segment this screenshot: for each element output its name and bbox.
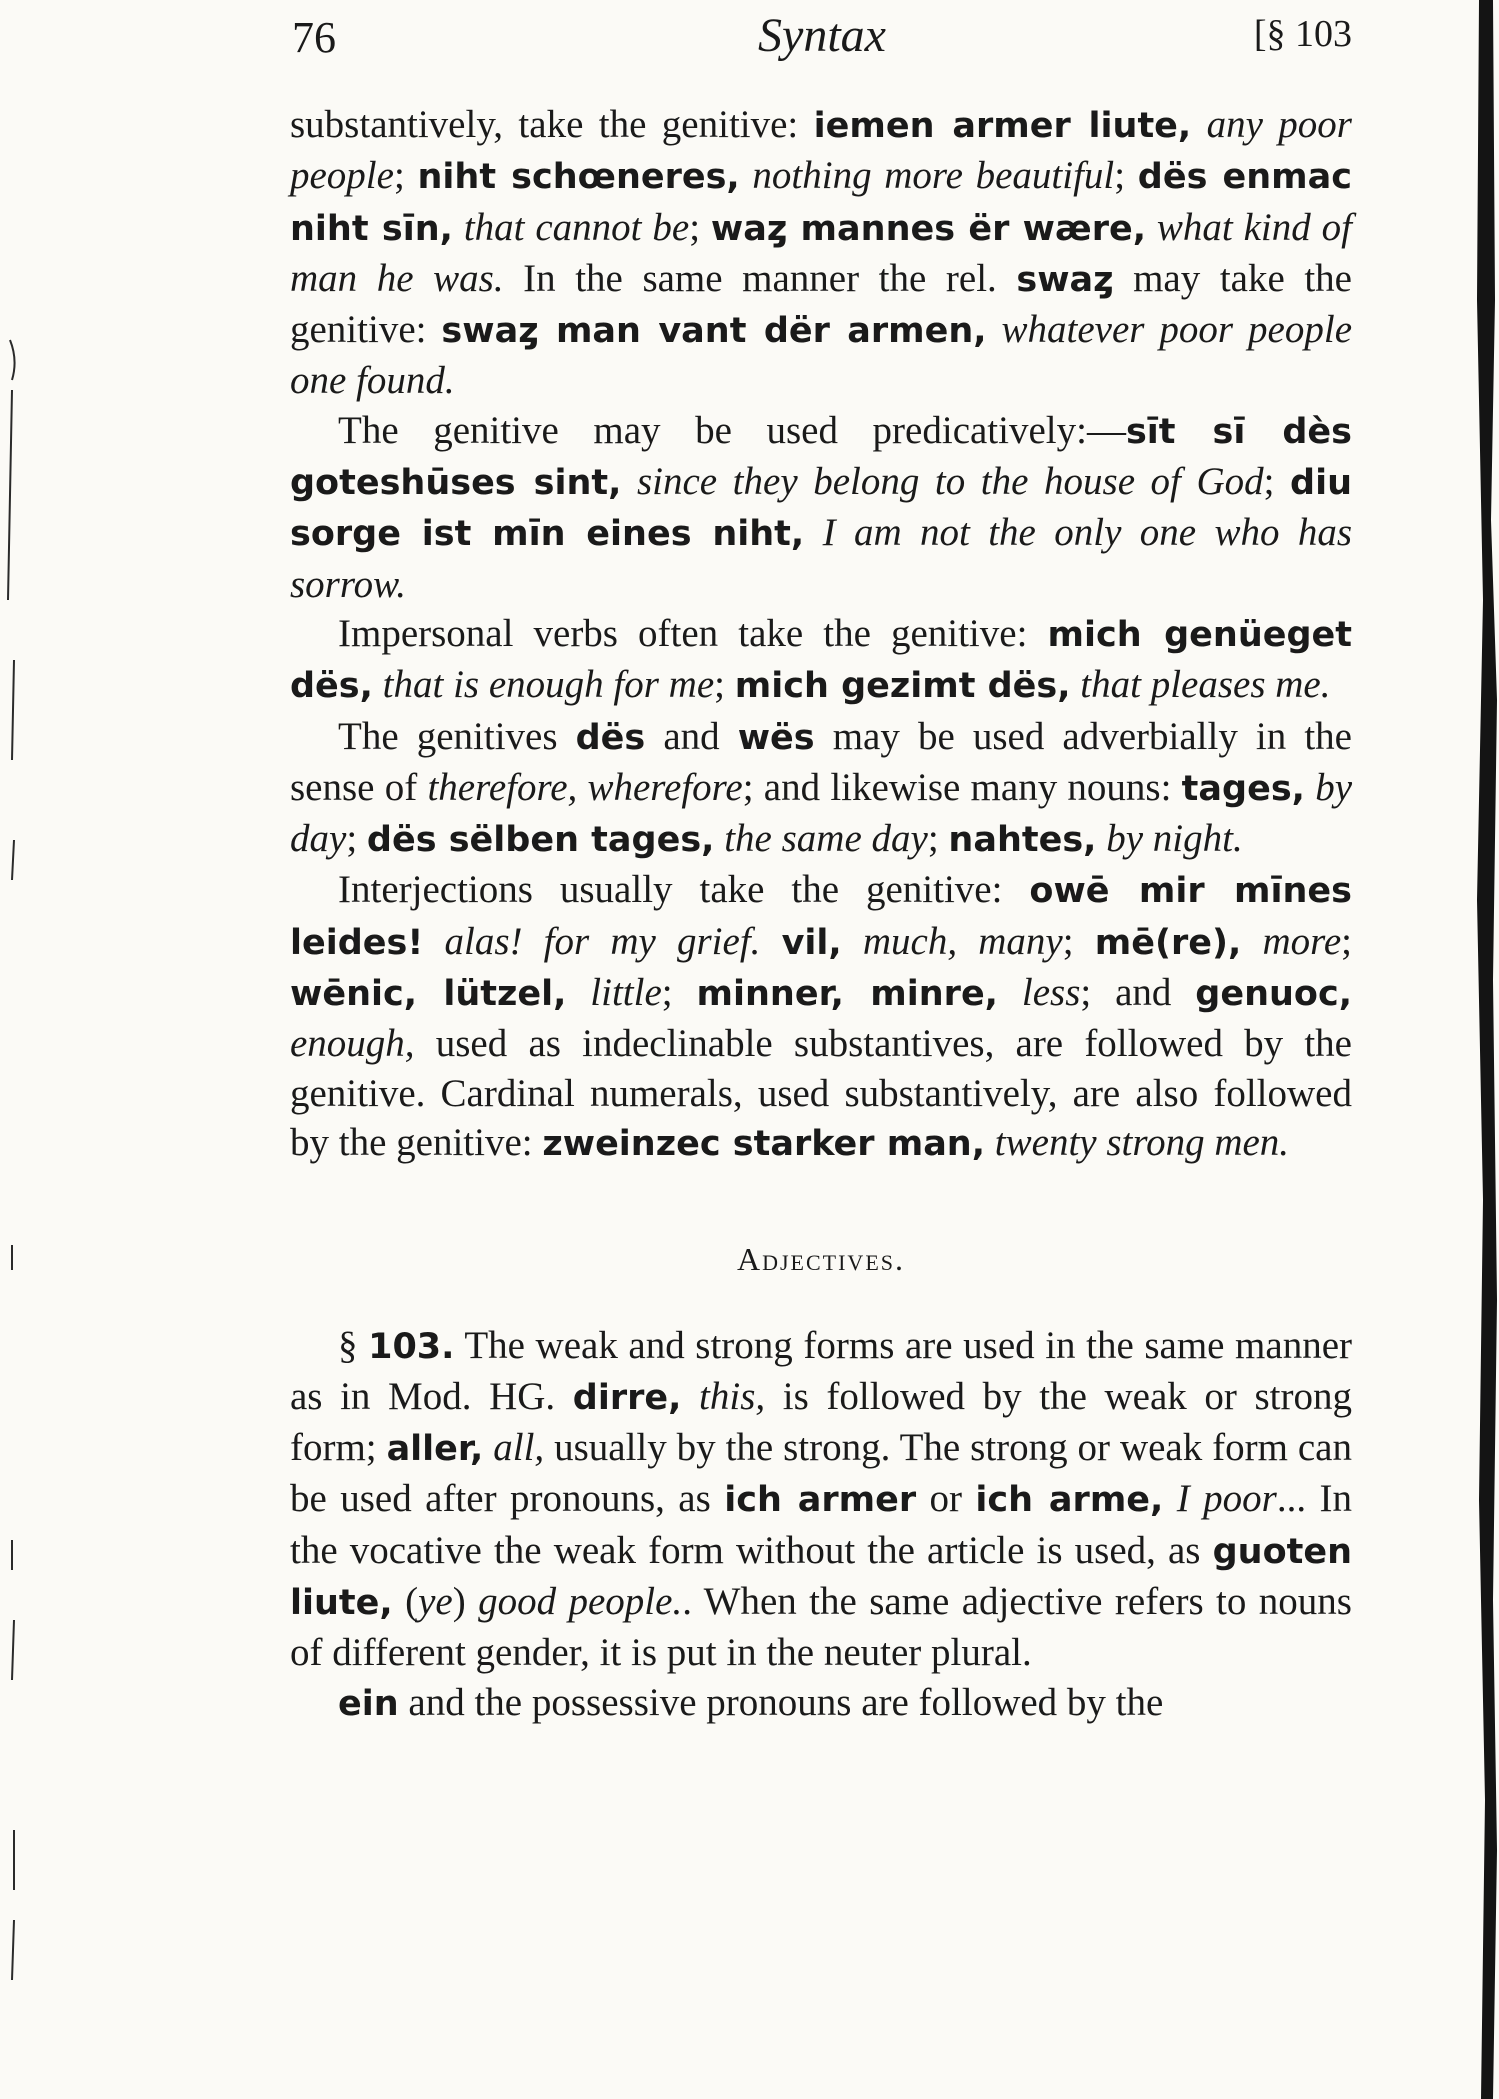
mhg-term: tages, (1181, 768, 1305, 809)
text-run: may be used adverbially in the sense of (290, 714, 1352, 809)
translation: that cannot be (463, 205, 690, 249)
adjectives-paragraphs (290, 1321, 1352, 1729)
text-run: ; (393, 154, 418, 198)
mhg-term: guoten liute, (290, 1531, 1352, 1624)
paragraph-p4 (290, 712, 1352, 866)
running-header (292, 9, 1352, 68)
text-run: ; (689, 205, 711, 249)
mhg-term: aller, (386, 1429, 484, 1470)
running-title: Syntax (758, 9, 886, 62)
text-run: Interjections usually take the genitive: (338, 868, 1030, 912)
translation: twenty strong men. (994, 1120, 1290, 1164)
text-run: ; (1062, 919, 1095, 963)
text-run (985, 1121, 995, 1164)
text-run (987, 308, 1002, 351)
mhg-term: waȥ mannes ër wære, (710, 208, 1146, 249)
text-run: The weak and strong forms are used in the same manner as in Mod. HG. (290, 1323, 1353, 1418)
text-run (804, 511, 822, 554)
translation: therefore, wherefore (427, 765, 743, 809)
text-run (1071, 663, 1081, 706)
translation: much, many (862, 919, 1063, 963)
text-run: ; and (1080, 971, 1196, 1015)
genitive-paragraphs (290, 100, 1352, 1169)
mhg-term: ich arme, (975, 1480, 1164, 1521)
text-run (373, 663, 383, 706)
mhg-term: vil, (781, 922, 842, 963)
text-run: ) (452, 1580, 479, 1624)
text-run (1241, 920, 1262, 963)
text-run: and the possessive pronouns are followed by the (398, 1680, 1164, 1724)
text-run: ; (1114, 154, 1138, 198)
text-run: ( (392, 1580, 419, 1624)
mhg-term: owē mir mīnes leides! (290, 871, 1352, 963)
mhg-term: genuoc, (1195, 974, 1353, 1015)
binding-gutter-marks (0, 0, 40, 2099)
mhg-term: dës (575, 717, 646, 758)
text-run (423, 920, 444, 963)
text-run (740, 154, 753, 197)
text-run: Impersonal verbs often take the genitive: (338, 611, 1048, 655)
text-run: . When the same adjective refers to nouns of different gender, it is put in the neuter plural. (290, 1580, 1352, 1675)
mhg-term: mich genüeget dës, (290, 614, 1352, 707)
mhg-term: dës enmac niht sīn, (290, 157, 1353, 249)
paragraph-p1 (290, 100, 1352, 406)
translation: ye (418, 1580, 453, 1624)
text-run: ; (714, 663, 735, 707)
translation: since they belong to the house of God (636, 460, 1264, 504)
translation: by day (290, 765, 1352, 861)
text-run: ; (661, 971, 697, 1015)
mhg-term: iemen armer liute, (813, 106, 1192, 146)
text-run: is followed by the weak or strong form; (290, 1374, 1352, 1470)
text-run (566, 971, 590, 1014)
paragraph-p2 (290, 406, 1352, 609)
text-run: ; and likewise many nouns: (742, 765, 1182, 809)
paragraph-p3 (290, 609, 1352, 712)
mhg-term: ich armer (724, 1480, 917, 1521)
text-run: The genitive may be used predicatively:— (338, 408, 1126, 452)
mhg-term: wës (737, 717, 815, 758)
translation: enough, (290, 1022, 415, 1066)
text-run: used as indeclinable substantives, are followed by the genitive. Cardinal numerals, used substantively, are also followed by the genitive: (290, 1022, 1352, 1164)
mhg-term: nahtes, (948, 820, 1097, 861)
text-run (842, 920, 863, 963)
text-run: § (338, 1323, 369, 1367)
mhg-term: swaȥ man vant dër armen, (441, 311, 987, 352)
text-run: ; (1341, 919, 1352, 963)
translation: any poor people (290, 103, 1352, 198)
page-edge-shadow (1473, 0, 1499, 2099)
section-heading: Adjectives. (737, 1241, 905, 1278)
mhg-term: minner, minre, (696, 974, 998, 1015)
text-run (1191, 103, 1206, 146)
paragraph-p5 (290, 865, 1352, 1169)
text-run (998, 971, 1022, 1014)
text-run (760, 920, 781, 963)
translation: less (1021, 971, 1081, 1015)
text-run: and (645, 714, 738, 758)
text-run (453, 206, 464, 249)
translation: nothing more beautiful (752, 154, 1115, 198)
mhg-term: dës sëlben tages, (366, 820, 715, 861)
mhg-term: diu sorge ist mīn eines niht, (290, 463, 1352, 555)
translation: more (1262, 919, 1342, 963)
paragraph-p7 (290, 1678, 1352, 1729)
mhg-term: sīt sī dès goteshūses sint, (290, 411, 1352, 504)
translation: little (590, 971, 662, 1015)
text-run: In the same manner the rel. (503, 256, 1017, 300)
text-run: ; (927, 817, 949, 861)
page-number: 76 (292, 13, 336, 62)
translation: what kind of man he was. (290, 205, 1352, 300)
translation: that is enough for me (382, 663, 715, 707)
text-run (1096, 817, 1106, 860)
text-run (1146, 206, 1157, 249)
mhg-term: wēnic, lützel, (290, 974, 567, 1015)
text-run (1305, 766, 1315, 809)
text-run (1163, 1477, 1176, 1520)
text-run: The genitives (338, 714, 576, 758)
translation: by night. (1106, 817, 1243, 861)
text-run: usually by the strong. The strong or weak form can be used after pronouns, as (290, 1426, 1352, 1521)
text-run: may take the genitive: (290, 256, 1352, 352)
mhg-term: niht schœneres, (417, 157, 740, 198)
mhg-term: dirre, (572, 1377, 682, 1418)
section-reference: [§ 103 (1253, 13, 1352, 55)
text-run: substantively, take the genitive: (290, 103, 814, 146)
text-run: ... In the vocative the weak form without the article is used, as (290, 1477, 1352, 1572)
paragraph-p6 (290, 1321, 1352, 1678)
translation: the same day (724, 817, 928, 861)
text-run (621, 460, 637, 503)
body-text (290, 100, 1352, 1729)
translation: this, (699, 1374, 766, 1418)
mhg-term: swaȥ (1016, 259, 1114, 300)
text-run: ; (1263, 460, 1291, 504)
translation: whatever poor people one found. (290, 308, 1353, 403)
mhg-term: ein (338, 1683, 399, 1724)
text-run (714, 817, 724, 860)
translation: I am not the only one who has sorrow. (290, 511, 1353, 606)
text-run: or (916, 1477, 976, 1521)
mhg-term: 103. (368, 1326, 455, 1367)
translation: alas! for my grief. (444, 919, 761, 963)
mhg-term: mē(re), (1094, 922, 1242, 963)
mhg-term: zweinzec starker man, (542, 1123, 986, 1164)
translation: good people. (478, 1580, 683, 1624)
text-run: ; (346, 817, 367, 861)
mhg-term: mich gezimt dës, (734, 666, 1071, 707)
text-run (681, 1375, 699, 1418)
translation: I poor (1176, 1477, 1277, 1521)
text-run (483, 1426, 493, 1469)
translation: all, (493, 1426, 545, 1470)
translation: that pleases me. (1080, 663, 1331, 707)
